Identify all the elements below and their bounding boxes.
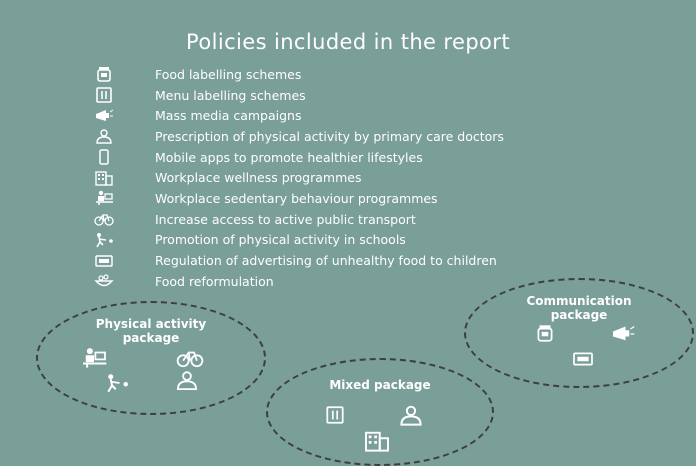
running-child-icon [96,373,138,393]
policy-item [94,230,504,251]
menu-icon [324,404,346,426]
policy-label: Workplace wellness programmes [155,170,362,186]
policy-item [94,64,504,85]
menu-icon [94,86,124,104]
doctor-icon [94,127,124,145]
desk-worker-icon [94,189,124,207]
policy-label: Promotion of physical activity in schools [155,232,406,248]
office-building-icon [360,430,394,452]
communication-package [464,278,694,388]
food-bowl-icon [94,272,124,290]
running-child-icon [94,231,124,249]
policy-label: Food reformulation [155,273,274,289]
physical-activity-package-title: Physical activity package [95,317,207,345]
policy-item [94,250,504,271]
megaphone-icon [606,324,640,344]
mixed-package-title: Mixed package [329,378,431,392]
policy-label: Menu labelling schemes [155,87,306,103]
tv-advert-icon [94,252,124,270]
mixed-package [266,358,494,466]
policy-item [94,126,504,147]
policy-item [94,147,504,168]
bicycle-icon [94,210,124,228]
tv-advert-icon [566,350,600,368]
policy-item [94,209,504,230]
policy-label: Mass media campaigns [155,108,302,124]
physical-activity-package [36,301,266,415]
food-jar-icon [534,322,556,344]
megaphone-icon [94,107,124,125]
policy-list [94,64,504,292]
mobile-phone-icon [94,148,124,166]
policy-label: Mobile apps to promote healthier lifestyles [155,149,423,165]
policy-label: Prescription of physical activity by primary care doctors [155,128,504,144]
bicycle-icon [166,347,214,369]
office-building-icon [94,169,124,187]
policy-label: Food labelling schemes [155,66,302,82]
policy-label: Workplace sedentary behaviour programmes [155,190,438,206]
desk-worker-icon [78,347,110,369]
policy-label: Regulation of advertising of unhealthy food to children [155,253,497,269]
policy-item [94,105,504,126]
policy-item [94,188,504,209]
doctor-icon [396,404,426,426]
communication-package-title: Communication package [526,294,632,322]
page-title: Policies included in the report [186,30,510,54]
policy-item [94,271,504,292]
food-jar-icon [94,65,124,83]
doctor-icon [174,369,200,391]
policy-label: Increase access to active public transport [155,211,416,227]
policy-item [94,85,504,106]
policy-item [94,167,504,188]
